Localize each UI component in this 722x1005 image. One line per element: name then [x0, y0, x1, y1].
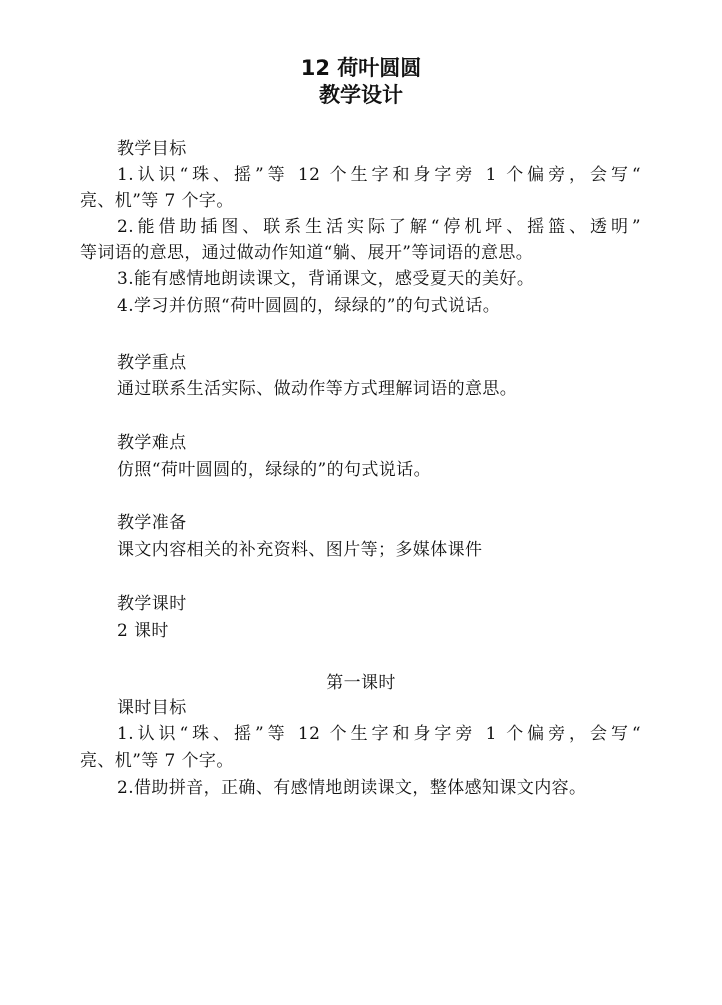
key-points-text: 通过联系生活实际、做动作等方式理解词语的意思。 — [117, 379, 518, 399]
document-title: 12 荷叶圆圆 — [300, 56, 422, 80]
document-subtitle: 教学设计 — [319, 83, 403, 107]
objectives-heading: 教学目标 — [117, 139, 187, 159]
preparation-text: 课文内容相关的补充资料、图片等；多媒体课件 — [117, 540, 483, 560]
first-period-goal-1-line-2: 亮、机”等 7 个字。 — [80, 751, 234, 771]
periods-text: 2 课时 — [117, 621, 169, 641]
first-period-goal-2: 2.借助拼音，正确、有感情地朗读课文，整体感知课文内容。 — [117, 778, 587, 798]
first-period-title: 第一课时 — [326, 673, 396, 693]
periods-heading: 教学课时 — [117, 594, 187, 614]
key-points-heading: 教学重点 — [117, 353, 187, 373]
preparation-heading: 教学准备 — [117, 513, 187, 533]
difficulties-text: 仿照“荷叶圆圆的，绿绿的”的句式说话。 — [117, 460, 431, 480]
first-period-goals-heading: 课时目标 — [117, 698, 187, 718]
first-period-goal-1-line-1: 1.认识“珠、摇”等 12 个生字和身字旁 1 个偏旁，会写“ — [117, 724, 641, 744]
objective-3: 3.能有感情地朗读课文，背诵课文，感受夏天的美好。 — [117, 269, 535, 289]
objective-2-line-1: 2.能借助插图、联系生活实际了解“停机坪、摇篮、透明” — [117, 217, 641, 237]
difficulties-heading: 教学难点 — [117, 433, 187, 453]
objective-2-line-2: 等词语的意思，通过做动作知道“躺、展开”等词语的意思。 — [80, 243, 534, 263]
objective-1-line-2: 亮、机”等 7 个字。 — [80, 191, 234, 211]
objective-4: 4.学习并仿照“荷叶圆圆的，绿绿的”的句式说话。 — [117, 296, 501, 316]
objective-1-line-1: 1.认识“珠、摇”等 12 个生字和身字旁 1 个偏旁，会写“ — [117, 165, 641, 185]
